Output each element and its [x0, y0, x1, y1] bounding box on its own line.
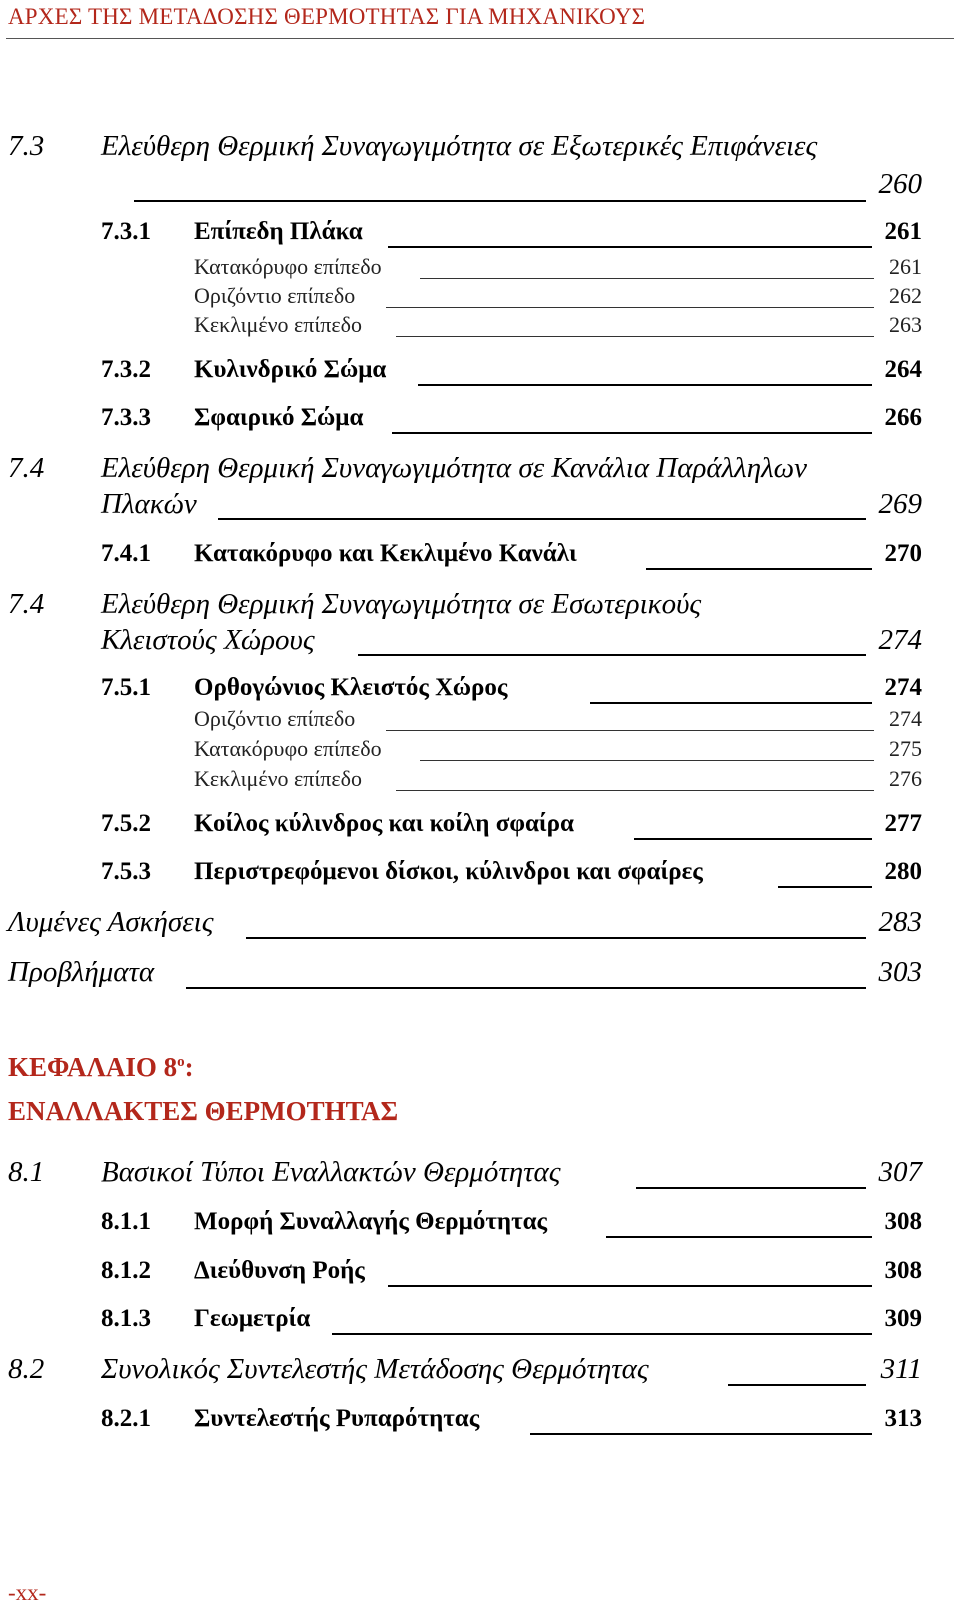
toc-title: Οριζόντιο επίπεδο	[194, 706, 356, 731]
toc-entry-7-4[interactable]	[0, 452, 960, 520]
toc-entry-8-1-2[interactable]	[0, 1257, 960, 1293]
toc-title: Προβλήματα	[8, 956, 155, 988]
toc-page: 307	[878, 1156, 922, 1188]
toc-number: 7.5.2	[101, 810, 151, 837]
toc-page: 263	[889, 312, 922, 337]
toc-entry-7-4-interior[interactable]	[0, 588, 960, 656]
toc-title: Λυμένες Ασκήσεις	[8, 906, 214, 938]
toc-title: Ελεύθερη Θερμική Συναγωγιμότητα σε Εξωτερικές Επιφάνειες	[101, 130, 818, 162]
toc-leader	[420, 278, 874, 279]
toc-number: 7.3.1	[101, 218, 151, 245]
toc-number: 7.3.3	[101, 404, 151, 431]
toc-title: Κοίλος κύλινδρος και κοίλη σφαίρα	[194, 810, 574, 837]
toc-page: 277	[884, 810, 922, 837]
toc-number: 7.4	[8, 452, 45, 484]
toc-page: 275	[889, 736, 922, 761]
toc-page: 260	[878, 168, 922, 200]
toc-entry-solved-exercises[interactable]	[0, 906, 960, 942]
toc-page: 274	[878, 624, 922, 656]
toc-leader	[530, 1433, 872, 1435]
toc-entry-8-1-1[interactable]	[0, 1208, 960, 1244]
toc-leader	[246, 937, 866, 939]
toc-leader	[392, 432, 872, 434]
toc-leader	[606, 1236, 872, 1238]
toc-entry-8-1[interactable]	[0, 1156, 960, 1192]
toc-leader	[388, 246, 872, 248]
toc-page: 269	[878, 488, 922, 520]
toc-page: 264	[884, 356, 922, 383]
toc-leader	[418, 384, 872, 386]
toc-title: Ορθογώνιος Κλειστός Χώρος	[194, 674, 508, 701]
chapter-heading[interactable]	[8, 1052, 194, 1083]
toc-number: 8.1	[8, 1156, 45, 1188]
toc-leader	[728, 1384, 866, 1386]
toc-title: Κατακόρυφο επίπεδο	[194, 736, 382, 761]
toc-entry-7-3-1[interactable]	[0, 218, 960, 254]
toc-entry-8-1-3[interactable]	[0, 1305, 960, 1341]
toc-page: 308	[884, 1208, 922, 1235]
chapter-ordinal-sup: ο	[177, 1054, 185, 1070]
toc-number: 7.3	[8, 130, 45, 162]
toc-page: 283	[878, 906, 922, 938]
toc-page: 274	[884, 674, 922, 701]
toc-page: 311	[880, 1353, 922, 1385]
toc-number: 8.1.3	[101, 1305, 151, 1332]
toc-leader	[634, 838, 872, 840]
toc-title: Κεκλιμένο επίπεδο	[194, 766, 362, 791]
toc-leader	[134, 200, 866, 202]
toc-page: 262	[889, 283, 922, 308]
toc-number: 8.2	[8, 1353, 45, 1385]
toc-page: 280	[884, 858, 922, 885]
toc-entry-7-5-1[interactable]	[0, 674, 960, 710]
toc-leader	[186, 987, 866, 989]
toc-leader	[386, 307, 874, 308]
toc-page: 309	[884, 1305, 922, 1332]
toc-title-line1: Ελεύθερη Θερμική Συναγωγιμότητα σε Εσωτερικούς	[101, 588, 702, 620]
toc-leader	[386, 730, 874, 731]
toc-leader	[388, 1285, 872, 1287]
chapter-colon: :	[184, 1052, 194, 1082]
toc-entry-7-5-2[interactable]	[0, 810, 960, 846]
toc-title: Μορφή Συναλλαγής Θερμότητας	[194, 1208, 548, 1235]
toc-leader	[420, 760, 874, 761]
toc-entry-inclined-plane-2[interactable]	[0, 766, 960, 802]
toc-entry-7-3-2[interactable]	[0, 356, 960, 392]
toc-page: 276	[889, 766, 922, 791]
toc-page: 261	[889, 254, 922, 279]
toc-page: 313	[884, 1405, 922, 1432]
toc-title: Διεύθυνση Ροής	[194, 1257, 365, 1284]
toc-title-line1: Ελεύθερη Θερμική Συναγωγιμότητα σε Κανάλια Παράλληλων	[101, 452, 808, 484]
toc-number: 7.4.1	[101, 540, 151, 567]
running-header: ΑΡΧΕΣ ΤΗΣ ΜΕΤΑΔΟΣΗΣ ΘΕΡΜΟΤΗΤΑΣ ΓΙΑ ΜΗΧΑΝΙΚΟΥΣ	[8, 4, 646, 29]
toc-title: Γεωμετρία	[194, 1305, 311, 1332]
toc-number: 8.2.1	[101, 1405, 151, 1432]
toc-title: Κεκλιμένο επίπεδο	[194, 312, 362, 337]
toc-entry-7-3-3[interactable]	[0, 404, 960, 440]
toc-page: 266	[884, 404, 922, 431]
toc-entry-7-3[interactable]	[0, 130, 960, 200]
toc-title: Βασικοί Τύποι Εναλλακτών Θερμότητας	[101, 1156, 561, 1188]
toc-page: 308	[884, 1257, 922, 1284]
toc-page: 303	[878, 956, 922, 988]
toc-entry-inclined-plane[interactable]	[0, 312, 960, 348]
toc-entry-7-5-3[interactable]	[0, 858, 960, 894]
toc-title: Συνολικός Συντελεστής Μετάδοσης Θερμότητας	[101, 1353, 649, 1385]
toc-entry-8-2-1[interactable]	[0, 1405, 960, 1441]
toc-entry-problems[interactable]	[0, 956, 960, 992]
toc-leader	[590, 702, 872, 704]
toc-leader	[332, 1333, 872, 1335]
toc-title: Συντελεστής Ρυπαρότητας	[194, 1405, 480, 1432]
toc-leader	[636, 1187, 866, 1189]
toc-title: Περιστρεφόμενοι δίσκοι, κύλινδροι και σφαίρες	[194, 858, 703, 885]
toc-entry-7-4-1[interactable]	[0, 540, 960, 576]
toc-leader	[396, 336, 874, 337]
toc-title-line2: Πλακών	[101, 488, 197, 520]
toc-leader	[218, 518, 866, 520]
chapter-number: ΚΕΦΑΛΑΙΟ 8	[8, 1052, 178, 1082]
toc-page: 270	[884, 540, 922, 567]
toc-title: Επίπεδη Πλάκα	[194, 218, 363, 245]
toc-title: Κυλινδρικό Σώμα	[194, 356, 387, 383]
page-number: -xx-	[8, 1580, 47, 1605]
toc-page: 261	[884, 218, 922, 245]
toc-number: 7.5.3	[101, 858, 151, 885]
toc-leader	[396, 790, 874, 791]
toc-title: Οριζόντιο επίπεδο	[194, 283, 356, 308]
toc-number: 8.1.1	[101, 1208, 151, 1235]
toc-title: Κατακόρυφο επίπεδο	[194, 254, 382, 279]
toc-title-line2: Κλειστούς Χώρους	[101, 624, 315, 656]
toc-page: 274	[889, 706, 922, 731]
toc-number: 7.4	[8, 588, 45, 620]
toc-leader	[358, 654, 866, 656]
toc-number: 7.3.2	[101, 356, 151, 383]
toc-leader	[778, 886, 872, 888]
chapter-title[interactable]: ΕΝΑΛΛΑΚΤΕΣ ΘΕΡΜΟΤΗΤΑΣ	[8, 1096, 399, 1126]
toc-leader	[646, 568, 872, 570]
toc-title: Κατακόρυφο και Κεκλιμένο Κανάλι	[194, 540, 577, 567]
toc-entry-8-2[interactable]	[0, 1353, 960, 1389]
toc-number: 7.5.1	[101, 674, 151, 701]
toc-number: 8.1.2	[101, 1257, 151, 1284]
toc-title: Σφαιρικό Σώμα	[194, 404, 364, 431]
